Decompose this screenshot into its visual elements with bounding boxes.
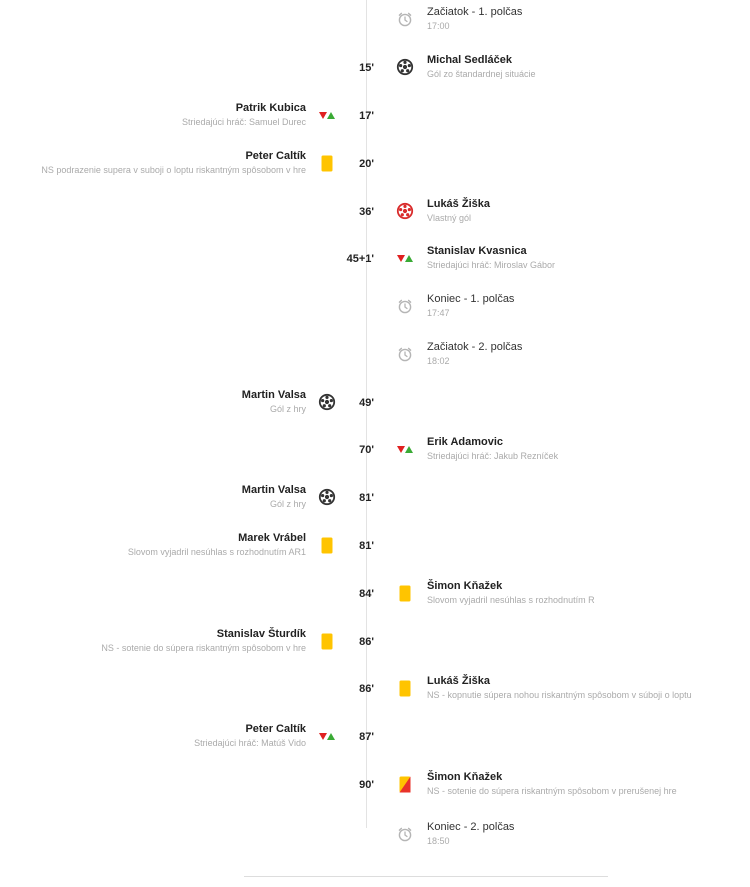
event-text (427, 820, 514, 848)
substitution-icon (318, 727, 336, 745)
football-icon (318, 488, 336, 506)
event-minute: 70' (359, 444, 374, 456)
event-minute: 15' (359, 62, 374, 74)
event-detail: Striedajúci hráč: Miroslav Gábor (427, 260, 556, 270)
timeline-event (0, 98, 750, 142)
period-time: 17:47 (427, 308, 450, 318)
clock-icon (396, 10, 414, 28)
event-minute: 87' (359, 731, 374, 743)
event-detail: Slovom vyjadril nesúhlas s rozhodnutím AR1 (127, 547, 306, 557)
event-detail: Gól z hry (269, 499, 306, 509)
event-text (427, 5, 522, 33)
player-name: Stanislav Šturdík (216, 628, 306, 640)
event-detail: NS - sotenie do súpera riskantným spôsobom v prerušenej hre (427, 786, 677, 796)
event-detail: Striedajúci hráč: Jakub Rezníček (427, 451, 559, 461)
event-text (427, 197, 490, 225)
timeline-event (0, 432, 750, 476)
event-text (427, 53, 536, 81)
event-text (182, 101, 306, 129)
event-detail: NS podrazenie supera v suboji o loptu riskantným spôsobom v hre (41, 165, 306, 175)
event-text (242, 388, 306, 416)
yellow-card-icon (396, 584, 414, 602)
timeline-event (0, 528, 750, 572)
player-name: Peter Caltík (245, 150, 306, 162)
player-name: Lukáš Žiška (427, 675, 490, 687)
bottom-divider (244, 876, 608, 877)
player-name: Martin Valsa (241, 484, 306, 496)
event-text (101, 627, 306, 655)
period-label: Začiatok - 2. polčas (427, 341, 523, 353)
second-yellow-card-icon (396, 775, 414, 793)
event-detail: Vlastný gól (427, 213, 472, 223)
timeline-event (0, 146, 750, 190)
event-detail: Gól z hry (269, 404, 306, 414)
player-name: Stanislav Kvasnica (427, 245, 527, 257)
event-detail: Slovom vyjadril nesúhlas s rozhodnutím R (427, 595, 595, 605)
timeline-event (0, 480, 750, 524)
yellow-card-icon (318, 536, 336, 554)
timeline-event (0, 624, 750, 668)
player-name: Marek Vrábel (238, 532, 306, 544)
event-minute: 90' (359, 779, 374, 791)
event-minute: 86' (359, 683, 374, 695)
yellow-card-icon (318, 154, 336, 172)
timeline-event (0, 194, 750, 238)
event-text (427, 292, 514, 320)
player-name: Peter Caltík (245, 723, 306, 735)
timeline-event (0, 719, 750, 763)
timeline-event (0, 385, 750, 429)
substitution-icon (396, 440, 414, 458)
player-name: Patrik Kubica (235, 102, 306, 114)
event-minute: 17' (359, 110, 374, 122)
event-text (427, 674, 692, 702)
event-minute: 84' (359, 588, 374, 600)
event-minute: 81' (359, 540, 374, 552)
event-minute: 36' (359, 206, 374, 218)
own-goal-icon (396, 202, 414, 220)
substitution-icon (396, 249, 414, 267)
timeline-event (0, 767, 750, 811)
player-name: Michal Sedláček (427, 54, 512, 66)
timeline-event (0, 50, 750, 94)
period-label: Koniec - 2. polčas (427, 821, 515, 833)
timeline-event (0, 817, 750, 861)
event-text (194, 722, 306, 750)
player-name: Šimon Kňažek (427, 580, 503, 592)
period-time: 17:00 (427, 21, 450, 31)
clock-icon (396, 297, 414, 315)
event-detail: Striedajúci hráč: Matúš Vido (194, 738, 306, 748)
event-text (427, 244, 555, 272)
player-name: Lukáš Žiška (427, 198, 490, 210)
timeline-event (0, 241, 750, 285)
event-text (427, 579, 595, 607)
event-text (427, 340, 522, 368)
timeline-event (0, 671, 750, 715)
substitution-icon (318, 106, 336, 124)
event-minute: 86' (359, 636, 374, 648)
clock-icon (396, 825, 414, 843)
event-minute: 49' (359, 397, 374, 409)
football-icon (318, 393, 336, 411)
event-detail: Striedajúci hráč: Samuel Durec (181, 117, 306, 127)
event-detail: NS - sotenie do súpera riskantným spôsobom v hre (101, 643, 306, 653)
event-text (427, 435, 558, 463)
period-time: 18:02 (427, 356, 450, 366)
period-time: 18:50 (427, 836, 450, 846)
timeline-event (0, 337, 750, 381)
yellow-card-icon (318, 632, 336, 650)
clock-icon (396, 345, 414, 363)
period-label: Koniec - 1. polčas (427, 293, 515, 305)
timeline-event (0, 576, 750, 620)
player-name: Šimon Kňažek (427, 771, 503, 783)
event-text (427, 770, 677, 798)
player-name: Martin Valsa (241, 389, 306, 401)
event-minute: 45+1' (346, 253, 374, 265)
timeline-event (0, 289, 750, 333)
event-minute: 20' (359, 158, 374, 170)
event-minute: 81' (359, 492, 374, 504)
timeline-event (0, 2, 750, 46)
event-text (242, 483, 306, 511)
event-text (41, 149, 306, 177)
yellow-card-icon (396, 679, 414, 697)
event-text (128, 531, 306, 559)
football-icon (396, 58, 414, 76)
player-name: Erik Adamovic (427, 436, 504, 448)
event-detail: NS - kopnutie súpera nohou riskantným spôsobom v súboji o loptu (427, 690, 692, 700)
period-label: Začiatok - 1. polčas (427, 6, 523, 18)
event-detail: Gól zo štandardnej situácie (427, 69, 536, 79)
